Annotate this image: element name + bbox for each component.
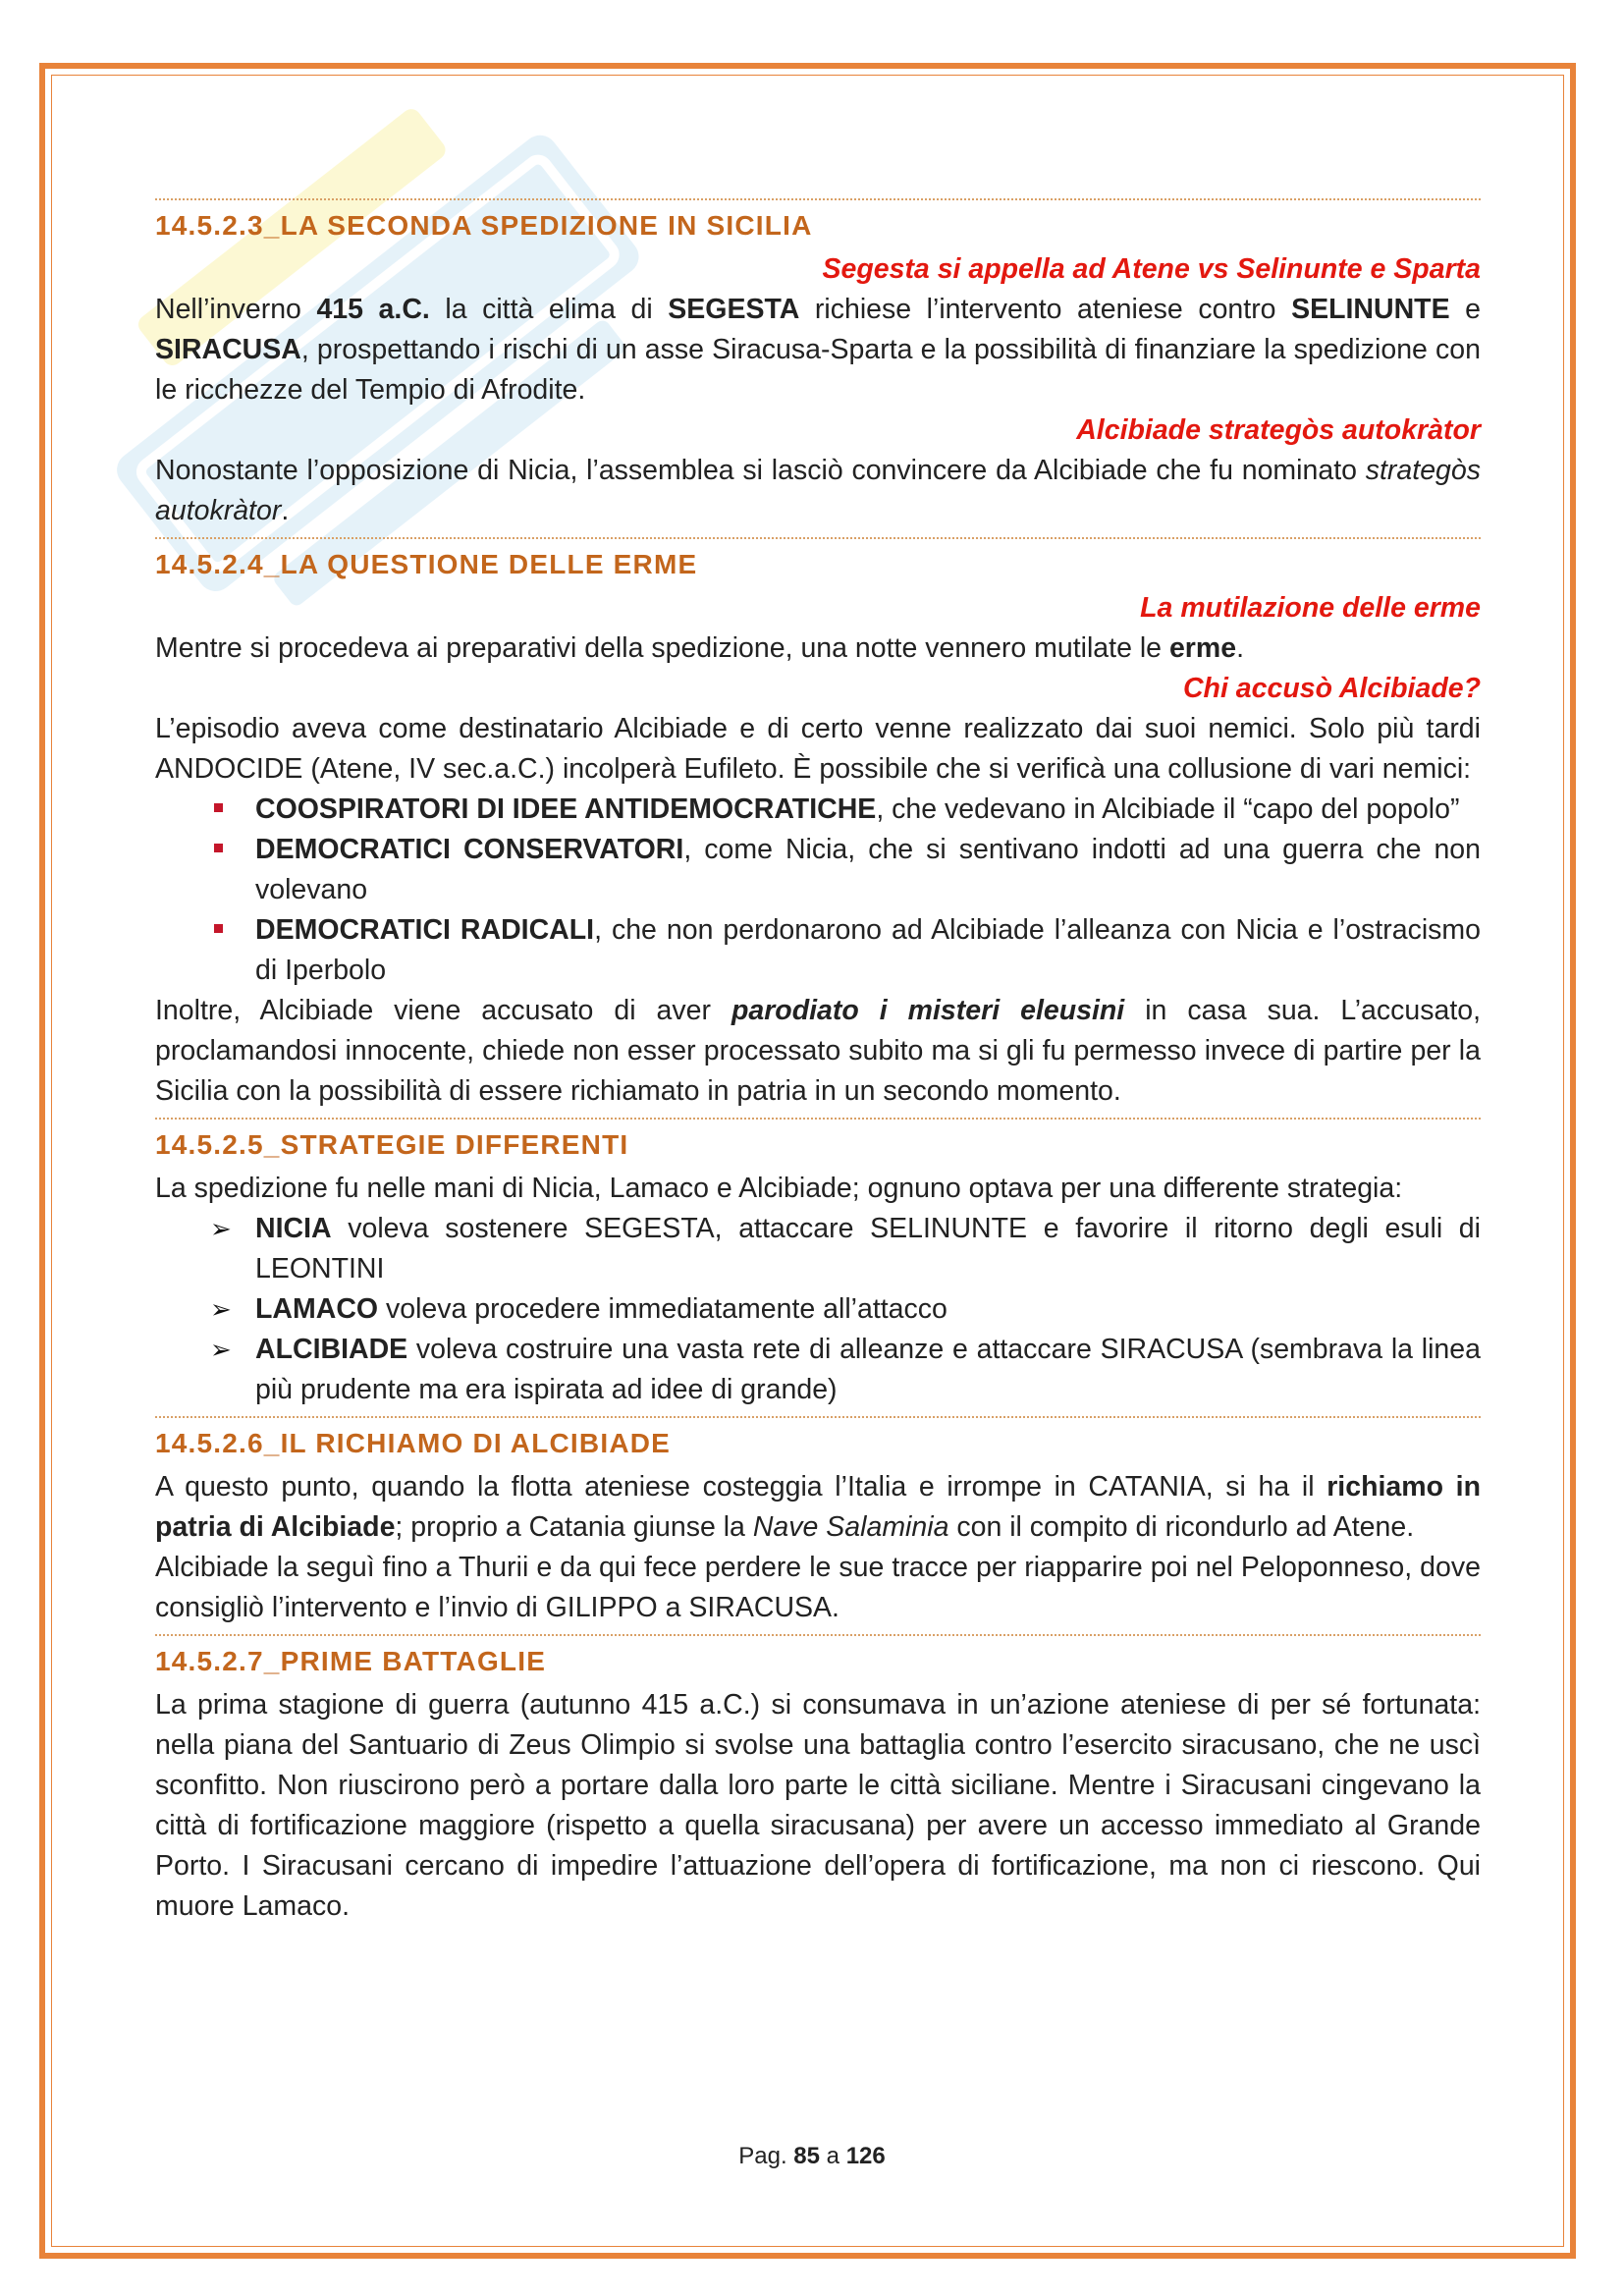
document-body (155, 192, 1481, 1927)
section-divider (155, 198, 1481, 200)
enemies-list (155, 790, 1481, 991)
margin-note-mutilazione: La mutilazione delle erme (1140, 592, 1481, 624)
list-item: DEMOCRATICI RADICALI, che non perdonarono ad Alcibiade l’alleanza con Nicia e l’ostracismo di Iperbolo (210, 910, 1481, 991)
paragraph-richiamo: A questo punto, quando la flotta ateniese costeggia l’Italia e irrompe in CATANIA, si ha il richiamo in patria di Alcibiade; proprio a Catania giunse la Nave Salaminia con il compito di ricondurlo ad Atene. (155, 1471, 1481, 1543)
section-divider (155, 537, 1481, 539)
paragraph-prime-battaglie: La prima stagione di guerra (autunno 415 a.C.) si consumava in un’azione ateniese di per sé fortunata: nella piana del Santuario di Zeus Olimpio si svolse una battaglia contro l’esercito siracusano, che ne uscì sconfitto. Non riuscirono però a portare dalla loro parte le città siciliane. Mentre i Siracusani cingevano la città di fortificazione maggiore (rispetto a quella siracusana) per avere un accesso immediato al Grande Porto. I Siracusani cercano di impedire l’attuazione dell’opera di fortificazione, ma non ci riescono. Qui muore Lamaco. (155, 1689, 1481, 1922)
paragraph-strategie: La spedizione fu nelle mani di Nicia, Lamaco e Alcibiade; ognuno optava per una differente strategia: (155, 1173, 1403, 1204)
section-heading-prime-battaglie: 14.5.2.7_PRIME BATTAGLIE (155, 1646, 547, 1676)
paragraph-episodio: L’episodio aveva come destinatario Alcibiade e di certo venne realizzato dai suoi nemici. Solo più tardi ANDOCIDE (Atene, IV sec.a.C.) incolperà Eufileto. È possibile che si verificà una collusione di vari nemici: (155, 713, 1481, 785)
list-item: DEMOCRATICI CONSERVATORI, come Nicia, che si sentivano indotti ad una guerra che non volevano (210, 830, 1481, 910)
section-heading-strategie: 14.5.2.5_STRATEGIE DIFFERENTI (155, 1129, 629, 1160)
page-number: Pag. 85 a 126 (738, 2143, 886, 2169)
section-heading-questione-erme: 14.5.2.4_LA QUESTIONE DELLE ERME (155, 549, 698, 579)
margin-note-alcibiade-strategos: Alcibiade strategòs autokràtor (1076, 414, 1481, 446)
paragraph-thurii: Alcibiade la seguì fino a Thurii e da qui fece perdere le sue tracce per riapparire poi nel Peloponneso, dove consigliò l’intervento e l’invio di GILIPPO a SIRACUSA. (155, 1552, 1481, 1623)
strategies-list (155, 1209, 1481, 1410)
section-heading-seconda-spedizione: 14.5.2.3_LA SECONDA SPEDIZIONE IN SICILIA (155, 210, 813, 241)
paragraph-misteri: Inoltre, Alcibiade viene accusato di aver parodiato i misteri eleusini in casa sua. L’accusato, proclamandosi innocente, chiede non esser processato subito ma si gli fu permesso invece di partire per la Sicilia con la possibilità di essere richiamato in patria in un secondo momento. (155, 995, 1482, 1107)
section-divider (155, 1416, 1481, 1418)
list-item: ➢ NICIA voleva sostenere SEGESTA, attaccare SELINUNTE e favorire il ritorno degli esuli di LEONTINI (210, 1209, 1481, 1289)
margin-note-segesta: Segesta si appella ad Atene vs Selinunte e Sparta (822, 253, 1481, 285)
paragraph-segesta: Nell’inverno 415 a.C. la città elima di SEGESTA richiese l’intervento ateniese contro SELINUNTE e SIRACUSA, prospettando i rischi di un asse Siracusa-Sparta e la possibilità di finanziare la spedizione con le ricchezze del Tempio di Afrodite. (155, 294, 1481, 406)
section-heading-richiamo: 14.5.2.6_IL RICHIAMO DI ALCIBIADE (155, 1428, 672, 1458)
section-divider (155, 1634, 1481, 1636)
list-item: COOSPIRATORI DI IDEE ANTIDEMOCRATICHE, che vedevano in Alcibiade il “capo del popolo” (210, 790, 1481, 830)
paragraph-erme: Mentre si procedeva ai preparativi della spedizione, una notte vennero mutilate le erme. (155, 632, 1245, 664)
list-item: ➢ ALCIBIADE voleva costruire una vasta rete di alleanze e attaccare SIRACUSA (sembrava la linea più prudente ma era ispirata ad idee di grande) (210, 1330, 1481, 1410)
margin-note-chi-accuso: Chi accusò Alcibiade? (1182, 673, 1481, 704)
list-item: ➢ LAMACO voleva procedere immediatamente all’attacco (210, 1289, 1481, 1330)
paragraph-nicia-opposizione: Nonostante l’opposizione di Nicia, l’assemblea si lasciò convincere da Alcibiade che fu nominato strategòs autokràtor. (155, 455, 1481, 526)
section-divider (155, 1118, 1481, 1120)
